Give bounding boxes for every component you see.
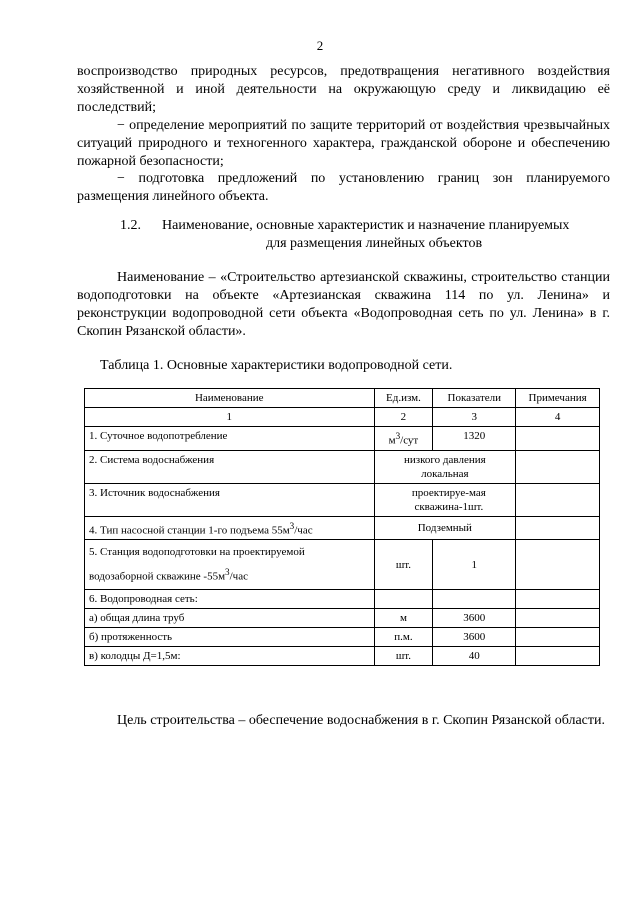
row-note bbox=[516, 608, 600, 627]
row-name: 5. Станция водоподготовки на проектируемой водозаборной скважине $-55м^3$/час bbox=[85, 540, 375, 590]
row-note bbox=[516, 427, 600, 451]
header-note: Примечания bbox=[516, 389, 600, 408]
table-row bbox=[85, 450, 600, 483]
row-note bbox=[516, 627, 600, 646]
section-title-line1: Наименование, основные характеристик и назначение планируемых bbox=[162, 218, 570, 233]
row-unit: $м^3$/сут bbox=[374, 427, 433, 451]
paragraph-emergency-measures: − определение мероприятий по защите территорий от воздействия чрезвычайных ситуаций природного и техногенного характера, гражданской обороне и обеспечению пожарной безопасности; bbox=[77, 118, 610, 169]
row-note bbox=[516, 589, 600, 608]
table-row bbox=[85, 427, 600, 451]
paragraph-construction-goal: Цель строительства – обеспечение водоснабжения в г. Скопин Рязанской области. bbox=[117, 713, 605, 728]
row-name: 1. Суточное водопотребление bbox=[85, 427, 375, 451]
table-row bbox=[85, 516, 600, 540]
header-value: Показатели bbox=[433, 389, 516, 408]
row-note bbox=[516, 540, 600, 590]
header-unit: Ед.изм. bbox=[374, 389, 433, 408]
row-value: 3600 bbox=[433, 608, 516, 627]
row-unit bbox=[374, 589, 433, 608]
paragraph-continuation: воспроизводство природных ресурсов, предотвращения негативного воздействия хозяйственной и иной деятельности на окружающую среду и ликвидацию её последствий; bbox=[77, 64, 610, 115]
row-name: 6. Водопроводная сеть: bbox=[85, 589, 375, 608]
row-name: в) колодцы Д=1,5м: bbox=[85, 646, 375, 665]
row-value bbox=[433, 589, 516, 608]
row-value: 1320 bbox=[433, 427, 516, 451]
table-header-row bbox=[85, 389, 600, 408]
row-unit: шт. bbox=[374, 646, 433, 665]
row-value: 3600 bbox=[433, 627, 516, 646]
table-row bbox=[85, 608, 600, 627]
row-note bbox=[516, 516, 600, 540]
col-number: 3 bbox=[433, 408, 516, 427]
row-unit: п.м. bbox=[374, 627, 433, 646]
header-name: Наименование bbox=[85, 389, 375, 408]
section-number: 1.2. bbox=[120, 218, 141, 233]
row-name: а) общая длина труб bbox=[85, 608, 375, 627]
col-number: 4 bbox=[516, 408, 600, 427]
row-merged-value: проектируе-мая скважина-1шт. bbox=[374, 483, 516, 516]
page-number: 2 bbox=[316, 38, 324, 53]
row-name: 2. Система водоснабжения bbox=[85, 450, 375, 483]
specs-table bbox=[84, 388, 600, 666]
col-number: 2 bbox=[374, 408, 433, 427]
row-note bbox=[516, 450, 600, 483]
table-row bbox=[85, 627, 600, 646]
row-unit: шт. bbox=[374, 540, 433, 590]
row-value: 40 bbox=[433, 646, 516, 665]
table-row bbox=[85, 540, 600, 590]
section-title-line2: для размещения линейных объектов bbox=[266, 236, 483, 251]
section-heading bbox=[120, 217, 620, 253]
row-name: 3. Источник водоснабжения bbox=[85, 483, 375, 516]
paragraph-zone-boundaries: − подготовка предложений по установлению границ зон планируемого размещения линейного объекта. bbox=[77, 171, 610, 204]
row-value: 1 bbox=[433, 540, 516, 590]
row-name: б) протяженность bbox=[85, 627, 375, 646]
table-caption: Таблица 1. Основные характеристики водопроводной сети. bbox=[100, 358, 453, 373]
col-number: 1 bbox=[85, 408, 375, 427]
table-number-row bbox=[85, 408, 600, 427]
row-note bbox=[516, 646, 600, 665]
table-row bbox=[85, 646, 600, 665]
table-row bbox=[85, 483, 600, 516]
table-row bbox=[85, 589, 600, 608]
row-merged-value: Подземный bbox=[374, 516, 516, 540]
paragraph-project-name: Наименование – «Строительство артезианской скважины, строительство станции водоподготовки на объекте «Артезианская скважина 114 по ул. Ленина» и реконструкции водопроводной сети объекта «Водопроводная сеть по ул. Ленина» в г. Скопин Рязанской области». bbox=[77, 270, 610, 339]
row-unit: м bbox=[374, 608, 433, 627]
row-merged-value: низкого давления локальная bbox=[374, 450, 516, 483]
row-note bbox=[516, 483, 600, 516]
row-name: 4. Тип насосной станции 1-го подъема $55м^3$/час bbox=[85, 516, 375, 540]
